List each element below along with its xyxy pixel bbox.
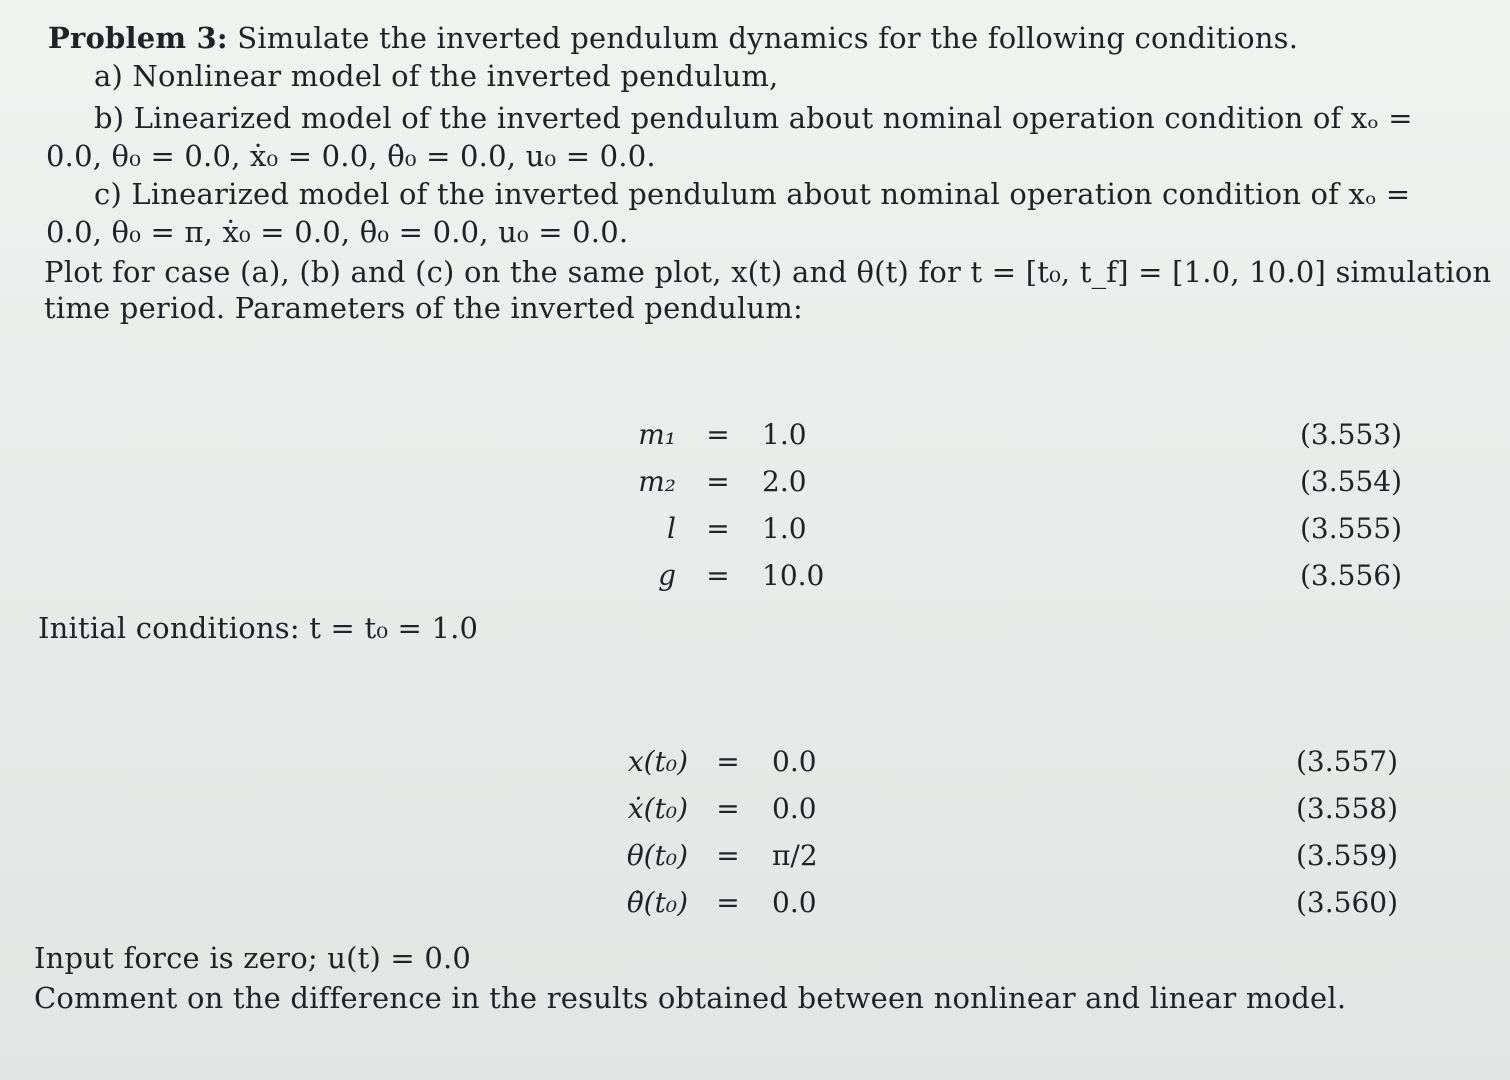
case-b-line1: b) Linearized model of the inverted pendulum about nominal operation condition of xₒ = [94, 101, 1413, 135]
equation-number: (3.553) [1299, 418, 1402, 451]
equation-lhs: m₂ [638, 465, 676, 498]
problem-label: Problem 3: [48, 21, 228, 55]
case-b-line2: 0.0, θ₀ = 0.0, ẋ₀ = 0.0, θ̇₀ = 0.0, u₀ = 0.0. [46, 139, 656, 173]
equation-lhs: ẋ(t₀) [627, 792, 688, 825]
equation-number: (3.558) [1295, 792, 1398, 825]
equation-rhs: π/2 [772, 839, 818, 872]
equation-rhs: 1.0 [762, 418, 807, 451]
equation-relation: = [706, 465, 730, 498]
equation-relation: = [706, 559, 730, 592]
equation-relation: = [706, 512, 730, 545]
problem-heading [48, 20, 1298, 56]
plot-instruction-line1: Plot for case (a), (b) and (c) on the same plot, x(t) and θ(t) for t = [t₀, t_f] = [1.0, 10.0] simulation [44, 255, 1492, 289]
equation-relation: = [716, 745, 740, 778]
equation-number: (3.557) [1295, 745, 1398, 778]
equation-lhs: g [658, 559, 676, 592]
equation-relation: = [706, 418, 730, 451]
equation-rhs: 10.0 [762, 559, 825, 592]
equation-number: (3.556) [1299, 559, 1402, 592]
case-c-line2: 0.0, θ₀ = π, ẋ₀ = 0.0, θ̇₀ = 0.0, u₀ = 0.0. [46, 215, 629, 249]
problem-intro: Simulate the inverted pendulum dynamics for the following conditions. [237, 21, 1299, 55]
equation-relation: = [716, 792, 740, 825]
equation-number: (3.554) [1299, 465, 1402, 498]
case-c-line1: c) Linearized model of the inverted pendulum about nominal operation condition of xₒ = [94, 177, 1411, 211]
equation-lhs: l [667, 512, 676, 545]
equation-rhs: 0.0 [772, 792, 817, 825]
equation-lhs: θ̇(t₀) [626, 886, 688, 919]
equation-lhs: m₁ [638, 418, 676, 451]
equation-lhs: θ(t₀) [626, 839, 688, 872]
equation-number: (3.559) [1295, 839, 1398, 872]
equation-number: (3.560) [1295, 886, 1398, 919]
equation-rhs: 0.0 [772, 886, 817, 919]
equation-relation: = [716, 886, 740, 919]
equation-rhs: 1.0 [762, 512, 807, 545]
equation-relation: = [716, 839, 740, 872]
plot-instruction-line2: time period. Parameters of the inverted pendulum: [44, 291, 803, 325]
comment-instruction: Comment on the difference in the results obtained between nonlinear and linear model. [34, 981, 1347, 1015]
equation-number: (3.555) [1299, 512, 1402, 545]
input-force-text: Input force is zero; u(t) = 0.0 [34, 941, 472, 975]
equation-lhs: x(t₀) [627, 745, 688, 778]
equation-rhs: 2.0 [762, 465, 807, 498]
equation-rhs: 0.0 [772, 745, 817, 778]
case-a-text: a) Nonlinear model of the inverted pendulum, [94, 59, 779, 93]
initial-conditions-label: Initial conditions: t = t₀ = 1.0 [38, 611, 479, 645]
